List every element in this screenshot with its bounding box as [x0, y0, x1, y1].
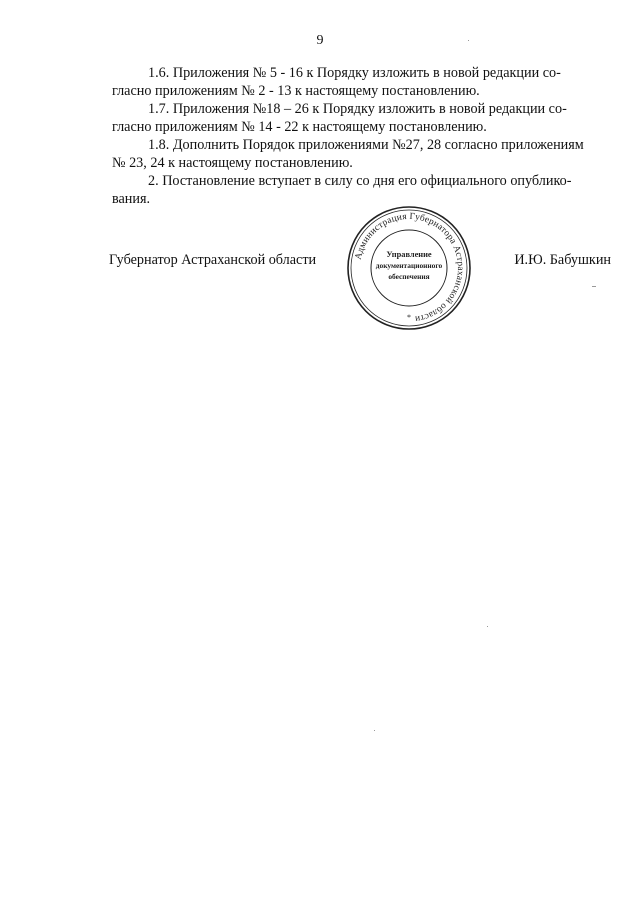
seal-star: *	[407, 313, 411, 322]
seal-center-line-2: документационного	[375, 261, 443, 270]
paragraph-line: 1.6. Приложения № 5 - 16 к Порядку изложить в новой редакции со-	[148, 65, 561, 81]
paragraph-line: 1.8. Дополнить Порядок приложениями №27, 28 согласно приложениям	[148, 137, 584, 153]
signature-position: Губернатор Астраханской области	[109, 252, 317, 268]
paragraph-line: 2. Постановление вступает в силу со дня его официального опублико-	[148, 173, 572, 189]
paragraph-1-7	[112, 100, 612, 136]
paragraph-line: гласно приложениям № 2 - 13 к настоящему постановлению.	[112, 83, 480, 99]
page-number: 9	[316, 33, 324, 48]
paragraph-line: № 23, 24 к настоящему постановлению.	[112, 155, 353, 171]
paragraph-line: 1.7. Приложения №18 – 26 к Порядку изложить в новой редакции со-	[148, 101, 567, 117]
document-body	[112, 64, 612, 208]
official-seal	[346, 205, 472, 331]
paragraph-line: гласно приложениям № 14 - 22 к настоящему постановлению.	[112, 119, 487, 135]
paragraph-1-6	[112, 64, 612, 100]
seal-center-line-3: обеспечения	[388, 272, 430, 281]
scan-speck	[487, 626, 488, 627]
scan-speck	[592, 286, 596, 287]
paragraph-2	[112, 172, 612, 208]
paragraph-line: вания.	[112, 191, 151, 207]
seal-ring-text: Администрация Губернатора Астраханской области	[353, 211, 466, 324]
paragraph-1-8	[112, 136, 612, 172]
scan-speck	[374, 730, 375, 731]
signature-name: И.Ю. Бабушкин	[514, 252, 611, 268]
seal-center-line-1: Управление	[386, 250, 432, 259]
scan-speck	[468, 40, 469, 41]
